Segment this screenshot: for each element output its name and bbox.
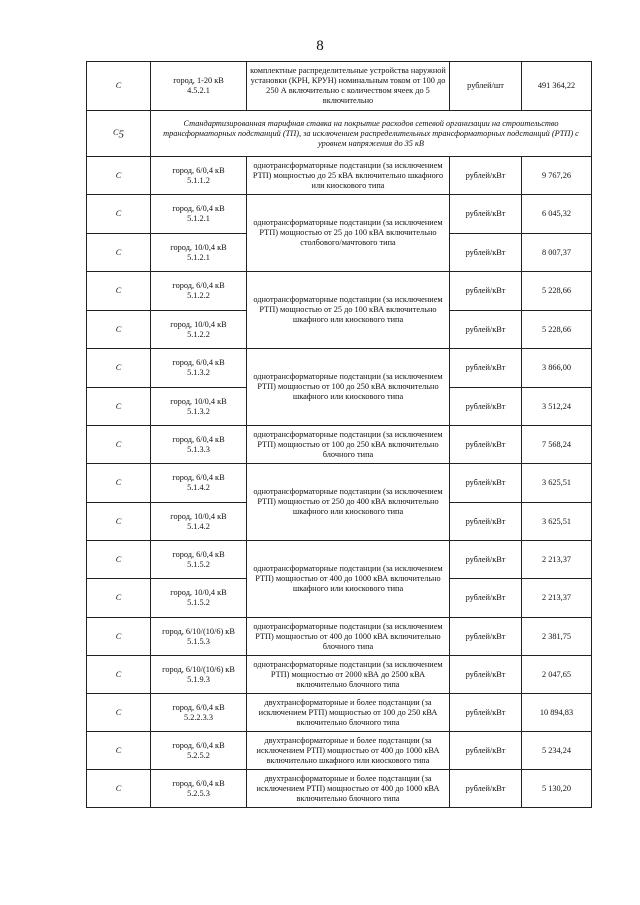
value-cell: 5 228,66 xyxy=(522,311,592,349)
location-label: город, 6/0,4 кВ xyxy=(172,434,225,444)
rate-code: 5.2.5.3 xyxy=(187,788,210,798)
table-row xyxy=(87,732,592,770)
value-cell: 5 234,24 xyxy=(522,732,592,770)
rate-code: 5.2.5.2 xyxy=(187,750,210,760)
location-cell xyxy=(151,234,247,272)
rate-code: 5.1.2.2 xyxy=(187,329,210,339)
rate-code: 5.1.2.1 xyxy=(187,214,210,223)
rate-symbol: C xyxy=(87,234,151,272)
location-cell xyxy=(151,62,247,111)
rate-symbol: C xyxy=(87,503,151,541)
rate-code: 5.2.2.3.3 xyxy=(183,712,214,722)
table-row xyxy=(87,349,592,388)
value-cell: 10 894,83 xyxy=(522,694,592,732)
rate-symbol: C xyxy=(87,426,151,464)
unit-cell: рублей/кВт xyxy=(450,579,522,618)
table-row xyxy=(87,656,592,694)
value-cell: 2 047,65 xyxy=(522,656,592,694)
location-cell xyxy=(151,579,247,618)
table-row xyxy=(87,157,592,195)
rate-symbol: C xyxy=(87,272,151,311)
rate-code: 5.1.2.1 xyxy=(187,252,210,262)
location-cell xyxy=(151,618,247,656)
unit-cell: рублей/кВт xyxy=(450,272,522,311)
location-label: город, 10/0,4 кВ xyxy=(170,396,227,406)
unit-cell: рублей/кВт xyxy=(450,770,522,808)
tariff-table xyxy=(86,61,592,808)
description-cell: однотрансформаторные подстанции (за исключением РТП) мощностью от 25 до 100 кВА включительно шкафного или киоскового типа xyxy=(247,272,450,349)
location-cell xyxy=(151,311,247,349)
description-cell: однотрансформаторные подстанции (за исключением РТП) мощностью от 100 до 250 кВА включительно шкафного или киоскового типа xyxy=(247,349,450,426)
location-label: город, 6/0,4 кВ xyxy=(172,702,225,712)
description-cell: однотрансформаторные подстанции (за исключением РТП) мощностью от 250 до 400 кВА включительно шкафного или киоскового типа xyxy=(247,464,450,541)
location-cell xyxy=(151,464,247,503)
rate-code: 5.1.5.3 xyxy=(187,636,210,646)
rate-symbol: C xyxy=(87,311,151,349)
location-cell xyxy=(151,349,247,388)
table-row xyxy=(87,618,592,656)
location-label: город, 6/0,4 кВ xyxy=(172,740,225,750)
description-cell: однотрансформаторные подстанции (за исключением РТП) мощностью до 25 кВА включительно шкафного или киоскового типа xyxy=(247,157,450,195)
rate-code: 5.1.4.2 xyxy=(187,483,210,492)
unit-cell: рублей/кВт xyxy=(450,694,522,732)
unit-cell: рублей/кВт xyxy=(450,541,522,579)
description-cell: однотрансформаторные подстанции (за исключением РТП) мощностью от 400 до 1000 кВА включительно блочного типа xyxy=(247,618,450,656)
location-label: город, 6/0,4 кВ xyxy=(172,204,225,213)
value-cell: 3 512,24 xyxy=(522,388,592,426)
description-cell: двухтрансформаторные и более подстанции (за исключением РТП) мощностью от 400 до 1000 кВА включительно блочного типа xyxy=(247,770,450,808)
value-cell: 7 568,24 xyxy=(522,426,592,464)
rate-code: 5.1.5.2 xyxy=(187,559,210,569)
location-cell xyxy=(151,272,247,311)
unit-cell: рублей/кВт xyxy=(450,464,522,503)
table-row xyxy=(87,770,592,808)
section-header-row xyxy=(87,111,592,157)
description-cell: комплектные распределительные устройства наружной установки (КРН, КРУН) номинальным током от 100 до 250 А включительно с количеством ячеек до 5 включительно xyxy=(247,62,450,111)
rate-symbol: C xyxy=(87,195,151,234)
location-cell xyxy=(151,732,247,770)
tariff-table-body xyxy=(87,62,592,808)
location-label: город, 1-20 кВ xyxy=(173,76,224,85)
value-cell: 3 625,51 xyxy=(522,503,592,541)
description-cell: однотрансформаторные подстанции (за исключением РТП) мощностью от 400 до 1000 кВА включительно шкафного или киоскового типа xyxy=(247,541,450,618)
rate-symbol: C xyxy=(87,732,151,770)
rate-symbol: C xyxy=(87,349,151,388)
location-label: город, 6/0,4 кВ xyxy=(172,165,225,175)
rate-code: 5.1.9.3 xyxy=(187,674,210,684)
description-cell: однотрансформаторные подстанции (за исключением РТП) мощностью от 100 до 250 кВА включительно блочного типа xyxy=(247,426,450,464)
rate-code: 5.1.3.2 xyxy=(187,368,210,377)
location-cell xyxy=(151,195,247,234)
unit-cell: рублей/кВт xyxy=(450,349,522,388)
value-cell: 2 381,75 xyxy=(522,618,592,656)
rate-symbol: C xyxy=(87,464,151,503)
section-symbol-letter: C xyxy=(112,127,119,137)
value-cell: 5 228,66 xyxy=(522,272,592,311)
unit-cell: рублей/кВт xyxy=(450,618,522,656)
unit-cell: рублей/кВт xyxy=(450,426,522,464)
value-cell: 5 130,20 xyxy=(522,770,592,808)
section-title: Стандартизированная тарифная ставка на покрытие расходов сетевой организации на строительство трансформаторных подстанций (ТП), за исключением распределительных трансформаторных подстанций (РТП) с уровнем напряжения до 35 кВ xyxy=(151,111,592,157)
unit-cell: рублей/кВт xyxy=(450,503,522,541)
unit-cell: рублей/кВт xyxy=(450,157,522,195)
value-cell: 2 213,37 xyxy=(522,541,592,579)
location-label: город, 6/0,4 кВ xyxy=(172,358,225,367)
rate-symbol: C xyxy=(87,579,151,618)
location-cell xyxy=(151,503,247,541)
value-cell: 3 866,00 xyxy=(522,349,592,388)
table-row xyxy=(87,464,592,503)
rate-symbol: C xyxy=(87,618,151,656)
location-cell xyxy=(151,770,247,808)
location-label: город, 6/0,4 кВ xyxy=(172,549,225,559)
unit-cell: рублей/кВт xyxy=(450,195,522,234)
value-cell: 9 767,26 xyxy=(522,157,592,195)
table-row xyxy=(87,426,592,464)
rate-code: 5.1.3.3 xyxy=(187,444,210,454)
table-row xyxy=(87,694,592,732)
location-cell xyxy=(151,694,247,732)
rate-code: 5.1.4.2 xyxy=(187,521,210,531)
unit-cell: рублей/кВт xyxy=(450,732,522,770)
location-label: город, 6/10/(10/6) кВ xyxy=(162,626,235,636)
unit-cell: рублей/кВт xyxy=(450,311,522,349)
value-cell: 6 045,32 xyxy=(522,195,592,234)
rate-symbol: C xyxy=(87,770,151,808)
rate-code: 5.1.3.2 xyxy=(187,406,210,416)
rate-code: 4.5.2.1 xyxy=(187,86,210,95)
rate-code: 5.1.1.2 xyxy=(187,175,210,185)
location-label: город, 10/0,4 кВ xyxy=(170,511,227,521)
rate-symbol: C xyxy=(87,62,151,111)
unit-cell: рублей/кВт xyxy=(450,234,522,272)
table-row xyxy=(87,541,592,579)
location-label: город, 6/0,4 кВ xyxy=(172,473,225,482)
description-cell: двухтрансформаторные и более подстанции (за исключением РТП) мощностью от 400 до 1000 кВА включительно шкафного или киоскового типа xyxy=(247,732,450,770)
section-symbol xyxy=(87,111,151,157)
location-label: город, 10/0,4 кВ xyxy=(170,588,227,597)
location-cell xyxy=(151,426,247,464)
description-cell: однотрансформаторные подстанции (за исключением РТП) мощностью от 25 до 100 кВА включительно столбового/мачтового типа xyxy=(247,195,450,272)
table-row xyxy=(87,62,592,111)
table-row xyxy=(87,195,592,234)
rate-symbol: C xyxy=(87,541,151,579)
value-cell: 8 007,37 xyxy=(522,234,592,272)
rate-code: 5.1.2.2 xyxy=(187,291,210,300)
location-cell xyxy=(151,157,247,195)
location-label: город, 6/0,4 кВ xyxy=(172,778,225,788)
value-cell: 3 625,51 xyxy=(522,464,592,503)
unit-cell: рублей/кВт xyxy=(450,388,522,426)
rate-symbol: C xyxy=(87,157,151,195)
location-label: город, 10/0,4 кВ xyxy=(170,319,227,329)
location-cell xyxy=(151,541,247,579)
rate-symbol: C xyxy=(87,656,151,694)
rate-symbol: C xyxy=(87,388,151,426)
location-cell xyxy=(151,656,247,694)
location-label: город, 6/0,4 кВ xyxy=(172,281,225,290)
description-cell: однотрансформаторные подстанции (за исключением РТП) мощностью от 2000 кВА до 2500 кВА включительно блочного типа xyxy=(247,656,450,694)
unit-cell: рублей/кВт xyxy=(450,656,522,694)
location-label: город, 6/10/(10/6) кВ xyxy=(162,664,235,674)
value-cell: 2 213,37 xyxy=(522,579,592,618)
rate-symbol: C xyxy=(87,694,151,732)
unit-cell: рублей/шт xyxy=(450,62,522,111)
table-row xyxy=(87,272,592,311)
description-cell: двухтрансформаторные и более подстанции (за исключением РТП) мощностью от 100 до 250 кВА включительно блочного типа xyxy=(247,694,450,732)
location-cell xyxy=(151,388,247,426)
rate-code: 5.1.5.2 xyxy=(187,598,210,607)
section-symbol-subscript: 5 xyxy=(118,128,125,141)
value-cell: 491 364,22 xyxy=(522,62,592,111)
page-number: 8 xyxy=(316,38,324,54)
location-label: город, 10/0,4 кВ xyxy=(170,242,227,252)
